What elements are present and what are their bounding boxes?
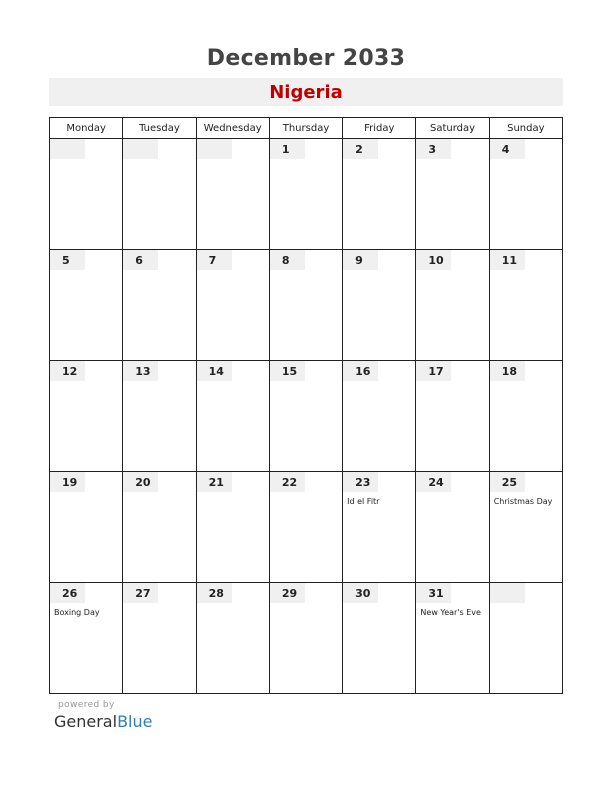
brand-general: General [54,712,118,731]
week-row [50,361,563,472]
day-number: 14 [197,361,232,381]
country-banner [49,78,563,106]
day-number: 23 [343,472,378,492]
country-name: Nigeria [269,82,343,103]
day-cell[interactable] [343,250,416,361]
day-number: 1 [270,139,305,159]
calendar-grid [49,117,563,694]
holiday-label: Boxing Day [54,608,100,617]
day-cell[interactable] [269,361,342,472]
weekday-wednesday: Wednesday [196,118,269,139]
day-cell[interactable] [196,250,269,361]
weekday-saturday: Saturday [416,118,489,139]
weekday-friday: Friday [343,118,416,139]
day-cell[interactable] [416,139,489,250]
day-number [50,139,85,159]
day-cell[interactable] [489,139,562,250]
day-cell[interactable] [50,361,123,472]
day-cell[interactable] [343,472,416,583]
day-number: 4 [490,139,525,159]
day-cell[interactable] [123,472,196,583]
day-cell[interactable] [50,250,123,361]
day-number [123,139,158,159]
day-cell[interactable] [196,472,269,583]
day-cell[interactable] [489,250,562,361]
day-number: 11 [490,250,525,270]
day-number: 16 [343,361,378,381]
day-number [490,583,525,603]
day-number: 19 [50,472,85,492]
holiday-label: Id el Fitr [347,497,380,506]
day-cell[interactable] [489,583,562,694]
day-cell[interactable] [123,583,196,694]
day-cell[interactable] [196,361,269,472]
day-cell[interactable] [269,583,342,694]
day-number: 15 [270,361,305,381]
day-cell[interactable] [489,472,562,583]
day-number: 2 [343,139,378,159]
holiday-label: New Year's Eve [420,608,481,617]
day-number: 12 [50,361,85,381]
day-number: 20 [123,472,158,492]
day-cell[interactable] [416,472,489,583]
day-cell[interactable] [50,583,123,694]
day-cell[interactable] [416,583,489,694]
day-cell[interactable] [123,139,196,250]
day-cell[interactable] [269,250,342,361]
day-cell[interactable] [123,361,196,472]
day-cell[interactable] [343,139,416,250]
day-cell[interactable] [416,361,489,472]
week-row [50,583,563,694]
day-cell[interactable] [50,472,123,583]
day-number: 9 [343,250,378,270]
day-number: 17 [416,361,451,381]
day-number [197,139,232,159]
day-number: 13 [123,361,158,381]
day-number: 18 [490,361,525,381]
day-number: 3 [416,139,451,159]
day-number: 28 [197,583,232,603]
day-number: 8 [270,250,305,270]
day-cell[interactable] [416,250,489,361]
week-row [50,139,563,250]
day-number: 21 [197,472,232,492]
holiday-label: Christmas Day [493,497,553,506]
weekday-header-row [50,118,563,139]
week-row [50,250,563,361]
day-cell[interactable] [269,472,342,583]
week-row [50,472,563,583]
day-cell[interactable] [343,583,416,694]
brand-blue: Blue [117,712,153,731]
weekday-monday: Monday [50,118,123,139]
weekday-sunday: Sunday [489,118,562,139]
day-cell[interactable] [196,583,269,694]
powered-by-text: powered by [58,700,115,710]
day-number: 5 [50,250,85,270]
day-number: 31 [416,583,451,603]
day-number: 7 [197,250,232,270]
day-cell[interactable] [489,361,562,472]
weekday-tuesday: Tuesday [123,118,196,139]
day-number: 6 [123,250,158,270]
day-number: 22 [270,472,305,492]
day-number: 24 [416,472,451,492]
day-number: 26 [50,583,85,603]
day-number: 25 [490,472,525,492]
generalblue-logo[interactable] [54,712,152,731]
day-number: 30 [343,583,378,603]
day-number: 10 [416,250,451,270]
day-number: 29 [270,583,305,603]
calendar-title: December 2033 [206,46,406,71]
day-number: 27 [123,583,158,603]
day-cell[interactable] [269,139,342,250]
day-cell[interactable] [123,250,196,361]
day-cell[interactable] [196,139,269,250]
day-cell[interactable] [343,361,416,472]
day-cell[interactable] [50,139,123,250]
weekday-thursday: Thursday [269,118,342,139]
